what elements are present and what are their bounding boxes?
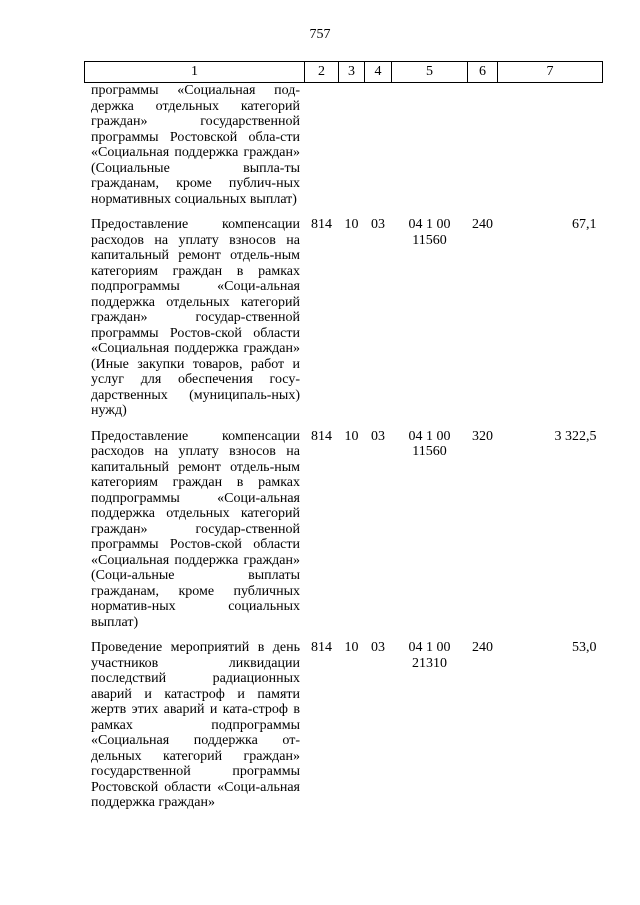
table-row	[85, 83, 603, 218]
row-amount: 53,0	[498, 640, 603, 821]
row-target-code: 04 1 00 11560	[392, 217, 468, 429]
column-header: 3	[339, 62, 365, 83]
page-number: 757	[309, 27, 331, 42]
row-expense-type: 320	[468, 429, 498, 641]
row-ministry-code: 814	[305, 640, 339, 821]
row-section-code: 10	[339, 217, 365, 429]
table-header-row	[85, 62, 603, 83]
row-expense-type: 240	[468, 217, 498, 429]
row-amount: 3 322,5	[498, 429, 603, 641]
column-header: 4	[365, 62, 392, 83]
row-target-code: 04 1 00 11560	[392, 429, 468, 641]
column-header: 7	[498, 62, 603, 83]
row-section-code	[339, 83, 365, 218]
row-subsection-code: 03	[365, 429, 392, 641]
row-target-code: 04 1 00 21310	[392, 640, 468, 821]
row-ministry-code: 814	[305, 217, 339, 429]
budget-table	[84, 61, 603, 821]
row-subsection-code: 03	[365, 640, 392, 821]
table-row	[85, 640, 603, 821]
row-expense-type: 240	[468, 640, 498, 821]
row-ministry-code: 814	[305, 429, 339, 641]
row-description: Предоставление компенсации расходов на уплату взносов на капитальный ремонт отдель-ным категориям граждан в рамках подпрограммы «Соци-альная поддержка отдельных категорий граждан» государ-ственной программы Ростов-ской области «Социальная поддержка граждан» (Соци-альные выплаты гражданам, кроме публичных норматив-ных социальных выплат)	[85, 429, 305, 641]
column-header: 1	[85, 62, 305, 83]
table-row	[85, 217, 603, 429]
row-section-code: 10	[339, 640, 365, 821]
row-section-code: 10	[339, 429, 365, 641]
row-expense-type	[468, 83, 498, 218]
table-row	[85, 429, 603, 641]
row-subsection-code	[365, 83, 392, 218]
row-amount	[498, 83, 603, 218]
column-header: 5	[392, 62, 468, 83]
column-header: 2	[305, 62, 339, 83]
row-subsection-code: 03	[365, 217, 392, 429]
row-ministry-code	[305, 83, 339, 218]
row-description: Предоставление компенсации расходов на уплату взносов на капитальный ремонт отдель-ным категориям граждан в рамках подпрограммы «Соци-альная поддержка отдельных категорий граждан» государ-ственной программы Ростов-ской области «Социальная поддержка граждан» (Иные закупки товаров, работ и услуг для обеспечения госу-дарственных (муниципаль-ных) нужд)	[85, 217, 305, 429]
column-header: 6	[468, 62, 498, 83]
row-description: Проведение мероприятий в день участников ликвидации последствий радиационных аварий и катастроф и памяти жертв этих аварий и ката-строф в рамках подпрограммы «Социальная поддержка от-дельных категорий граждан» государственной программы Ростовской области «Соци-альная поддержка граждан»	[85, 640, 305, 821]
row-description: программы «Социальная под-держка отдельных категорий граждан» государственной программы Ростовской обла-сти «Социальная поддержка граждан» (Социальные выпла-ты гражданам, кроме публич-ных нормативных социальных выплат)	[85, 83, 305, 218]
row-target-code	[392, 83, 468, 218]
row-amount: 67,1	[498, 217, 603, 429]
